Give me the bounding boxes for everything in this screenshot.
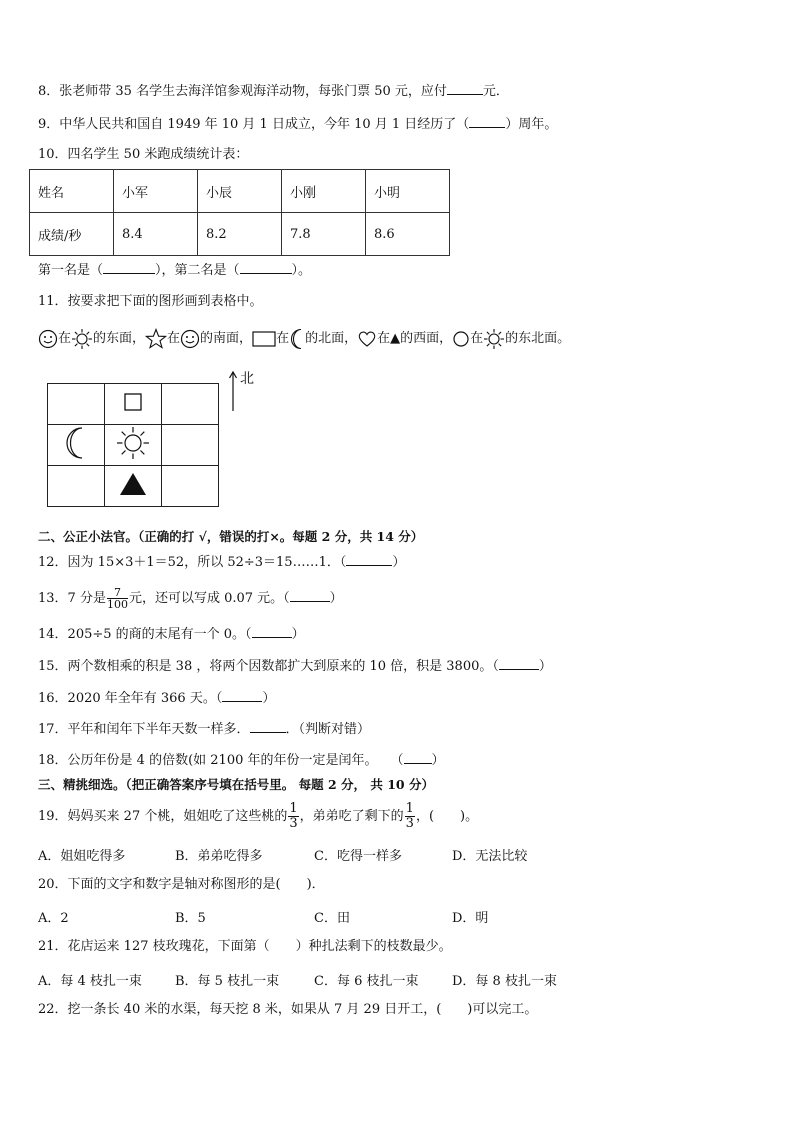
fraction-numerator: 1	[405, 801, 414, 816]
q19-text-2: ，弟弟吃了剩下的	[299, 809, 404, 824]
option-d[interactable]: D．明	[452, 911, 489, 926]
q14-text: 14．205÷5 的商的末尾有一个 0。（	[38, 627, 252, 642]
moon-icon	[289, 328, 305, 350]
q10-second-blank[interactable]	[240, 261, 292, 274]
table-row	[30, 213, 450, 256]
table-cell: 成绩/秒	[30, 213, 114, 256]
question-11-instructions	[38, 327, 570, 351]
question-10-answer	[38, 261, 311, 280]
question-9	[38, 115, 557, 134]
fraction-denominator: 100	[106, 598, 128, 611]
q14-answer-blank[interactable]	[252, 625, 292, 638]
smiley-icon	[180, 329, 200, 349]
q12-end: ）	[392, 555, 406, 570]
sun-icon	[115, 425, 151, 461]
instr-text: 的东面，	[93, 331, 146, 346]
q19-options	[0, 845, 794, 863]
question-22: 22．挖一条长 40 米的水渠，每天挖 8 米，如果从 7 月 29 日开工，( )可以完工。	[38, 1002, 538, 1017]
q10-first-blank[interactable]	[103, 261, 155, 274]
q8-text-end: 元．	[482, 84, 509, 99]
question-12	[38, 553, 405, 572]
q9-answer-blank[interactable]	[469, 115, 505, 128]
north-label: 北	[240, 371, 254, 387]
instr-text: 在▲的西面，	[377, 331, 453, 346]
north-arrow-icon	[228, 370, 238, 412]
fraction-numerator: 1	[289, 801, 298, 816]
option-c[interactable]: C．田	[314, 911, 350, 926]
grid-cell[interactable]	[48, 425, 105, 466]
table-cell: 小辰	[198, 170, 282, 213]
q17-text: 17．平年和闰年下半年天数一样多．	[38, 722, 250, 737]
table-cell: 8.2	[198, 213, 282, 256]
table-cell: 小刚	[282, 170, 366, 213]
grid-cell[interactable]	[105, 384, 162, 425]
heart-icon	[357, 329, 377, 349]
sun-icon	[483, 328, 505, 350]
question-15	[38, 657, 552, 676]
q17-text-end: ．（判断对错）	[285, 722, 371, 737]
q16-end: ）	[262, 691, 276, 706]
q21-options	[0, 970, 794, 988]
q18-end: ）	[431, 753, 445, 768]
question-20: 20．下面的文字和数字是轴对称图形的是( )．	[38, 877, 325, 892]
grid-row	[48, 425, 219, 466]
fraction-7-100	[107, 587, 128, 610]
grid-row	[48, 384, 219, 425]
square-icon	[123, 392, 143, 412]
q10-second-label: ），第二名是（	[155, 263, 240, 278]
grid-cell[interactable]	[162, 466, 219, 507]
question-14	[38, 625, 305, 644]
score-table	[29, 169, 450, 256]
drawing-grid	[47, 383, 219, 507]
question-11-title: 11．按要求把下面的图形画到表格中。	[38, 294, 263, 309]
grid-row	[48, 466, 219, 507]
question-16	[38, 689, 275, 708]
q12-text: 12．因为 15×3＋1＝52，所以 52÷3＝15……1．（	[38, 555, 347, 570]
smiley-icon	[38, 329, 58, 349]
q13-text: 13．7 分是	[38, 591, 106, 606]
grid-cell[interactable]	[48, 384, 105, 425]
moon-icon	[62, 426, 90, 460]
fraction-one-third	[288, 802, 298, 831]
question-13	[38, 586, 343, 612]
option-d[interactable]: D．每 8 枝扎一束	[452, 974, 557, 989]
q15-end: ）	[538, 659, 552, 674]
q15-text: 15．两个数相乘的积是 38 ，将两个因数都扩大到原来的 10 倍，积是 3800。（	[38, 659, 499, 674]
table-row	[30, 170, 450, 213]
instr-text: 在	[470, 331, 484, 346]
grid-cell[interactable]	[105, 425, 162, 466]
option-d[interactable]: D．无法比较	[452, 849, 528, 864]
q10-first-label: 第一名是（	[38, 263, 104, 278]
q18-answer-blank[interactable]	[404, 751, 432, 764]
instr-text: 在	[167, 331, 181, 346]
q16-answer-blank[interactable]	[222, 689, 262, 702]
option-b[interactable]: B．每 5 枝扎一束	[175, 974, 280, 989]
q13-text-2: 元，还可以写成 0.07 元。（	[128, 591, 290, 606]
q15-answer-blank[interactable]	[499, 657, 539, 670]
question-18	[38, 751, 445, 770]
instr-text: 的北面，	[305, 331, 358, 346]
fraction-one-third	[405, 802, 415, 831]
grid-cell[interactable]	[105, 466, 162, 507]
option-c[interactable]: C．每 6 枝扎一束	[314, 974, 419, 989]
table-cell: 7.8	[282, 213, 366, 256]
grid-cell[interactable]	[162, 425, 219, 466]
table-cell: 8.6	[366, 213, 450, 256]
fraction-numerator: 7	[107, 587, 128, 599]
q8-text: 8．张老师带 35 名学生去海洋馆参观海洋动物，每张门票 50 元，应付	[38, 84, 447, 99]
q14-end: ）	[291, 627, 305, 642]
question-8	[38, 82, 509, 101]
question-19	[38, 800, 478, 834]
q17-answer-blank[interactable]	[250, 720, 286, 733]
option-b[interactable]: B．弟弟吃得多	[175, 849, 263, 864]
q12-answer-blank[interactable]	[346, 553, 392, 566]
table-cell: 姓名	[30, 170, 114, 213]
q9-text: 9．中华人民共和国自 1949 年 10 月 1 日成立，今年 10 月 1 日经历了（	[38, 117, 470, 132]
section-3-title: 三、精挑细选。（把正确答案序号填在括号里。 每题 2 分， 共 10 分）	[38, 777, 434, 792]
instr-text: 的东北面。	[505, 331, 571, 346]
option-a[interactable]: A．每 4 枝扎一束	[38, 974, 142, 989]
q20-options	[0, 907, 794, 925]
instr-text: 的南面，	[200, 331, 253, 346]
q9-text-end: ）周年。	[505, 117, 558, 132]
question-17	[38, 720, 370, 739]
table-cell: 小明	[366, 170, 450, 213]
q18-text: 18．公历年份是 4 的倍数(如 2100 年的年份一定是闰年。 （	[38, 753, 404, 768]
fraction-denominator: 3	[289, 816, 298, 831]
table-cell: 8.4	[114, 213, 198, 256]
grid-cell[interactable]	[48, 466, 105, 507]
table-cell: 小军	[114, 170, 198, 213]
q13-answer-blank[interactable]	[290, 589, 330, 602]
instr-text: 在	[276, 331, 290, 346]
circle-icon	[452, 330, 470, 348]
grid-cell[interactable]	[162, 384, 219, 425]
section-2-title: 二、公正小法官。（正确的打 √，错误的打×。每题 2 分，共 14 分）	[38, 529, 424, 544]
option-a[interactable]: A．姐姐吃得多	[38, 849, 126, 864]
q10-end: ）。	[291, 263, 312, 278]
question-21: 21．花店运来 127 枝玫瑰花，下面第（ ）种扎法剩下的枝数最少。	[38, 939, 452, 954]
q13-end: ）	[329, 591, 343, 606]
rectangle-icon	[252, 331, 276, 347]
triangle-icon	[119, 472, 147, 496]
option-a[interactable]: A．2	[38, 911, 69, 926]
option-c[interactable]: C．吃得一样多	[314, 849, 402, 864]
q8-answer-blank[interactable]	[447, 82, 483, 95]
q16-text: 16．2020 年全年有 366 天。（	[38, 691, 223, 706]
fraction-denominator: 3	[405, 816, 414, 831]
instr-text: 在	[58, 331, 72, 346]
q19-text-3: ，( )。	[415, 809, 479, 824]
star-icon	[145, 328, 167, 350]
question-10-title: 10．四名学生 50 米跑成绩统计表：	[38, 147, 249, 162]
option-b[interactable]: B．5	[175, 911, 206, 926]
sun-icon	[71, 328, 93, 350]
q19-text: 19．妈妈买来 27 个桃，姐姐吃了这些桃的	[38, 809, 288, 824]
